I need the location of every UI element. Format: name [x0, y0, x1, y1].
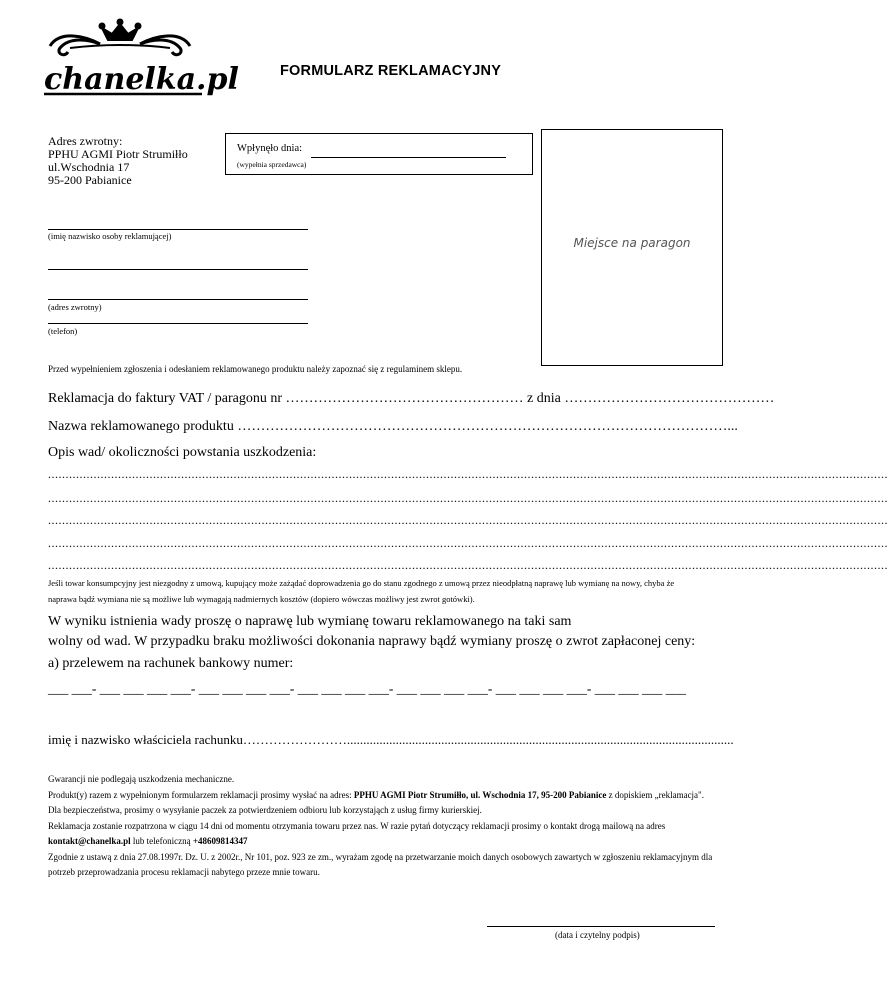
logo — [30, 18, 239, 98]
received-date-field[interactable] — [311, 157, 506, 158]
return-address-label: Adres zwrotny: — [48, 134, 123, 148]
footer-notes — [48, 772, 728, 881]
footer-line-2-text: Produkt(y) razem z wypełnionym formularzem reklamacji prosimy wysłać na adres: — [48, 789, 354, 800]
phone-caption: (telefon) — [48, 326, 78, 336]
return-address-street: ul.Wschodnia 17 — [48, 160, 130, 174]
refund-request — [48, 612, 695, 652]
name-field-2[interactable] — [48, 269, 308, 270]
footer-line-3: Dla bezpieczeństwa, prosimy o wysyłanie paczek za potwierdzeniem odbioru lub korzystająch z usług firmy kurierskiej. — [48, 805, 482, 815]
name-field[interactable] — [48, 229, 308, 230]
consumer-note-line-1: Jeśli towar konsumpcyjny jest niezgodny z umową, kupujący może zażądać doprowadzenia go do stanu zgodnego z umową przez nieodpłatną naprawę lub wymianę na nowy, chyba że — [48, 578, 675, 588]
address-field[interactable] — [48, 299, 308, 300]
footer-phone: +48609814347 — [192, 836, 248, 846]
account-owner-field[interactable]: imię i nazwisko właściciela rachunku……………………....................................................................................................................... — [48, 732, 734, 747]
footer-line-2-suffix: z dopiskiem „reklamacja". — [606, 789, 704, 800]
footer-line-7: potrzeb przeprowadzania procesu reklamacji nabytego przeze mnie towaru. — [48, 867, 320, 877]
bank-account-field[interactable]: ___ ___- ___ ___ ___ ___- ___ ___ ___ ___- ___ ___ ___ ___- ___ ___ ___ ___- ___ ___ ___ ___- ___ ___ ___ ___ — [48, 681, 686, 696]
footer-line-1: Gwarancji nie podlegają uszkodzenia mechaniczne. — [48, 774, 235, 784]
receipt-placeholder-label: Miejsce na paragon — [573, 236, 691, 250]
footer-line-5 — [48, 834, 728, 850]
defect-line-1[interactable]: ................................................................................................................................................................................................................................................ — [48, 467, 888, 481]
signature-field[interactable] — [487, 926, 715, 927]
defect-line-4[interactable]: ................................................................................................................................................................................................................................................ — [48, 536, 888, 550]
address-caption: (adres zwrotny) — [48, 302, 102, 312]
phone-field[interactable] — [48, 323, 308, 324]
refund-request-line-2: wolny od wad. W przypadku braku możliwości dokonania naprawy bądź wymiany proszę o zwrot zapłaconej ceny: — [48, 634, 696, 649]
received-date-box — [225, 133, 533, 175]
defects-heading: Opis wad/ okoliczności powstania uszkodzenia: — [48, 445, 317, 460]
consumer-note-line-2: naprawa bądź wymiana nie są możliwe lub wymagają nadmiernych kosztów (dopiero wówczas możliwy jest zwrot gotówki). — [48, 594, 475, 604]
consumer-note — [48, 575, 728, 607]
intro-text: Przed wypełnieniem zgłoszenia i odesłaniem reklamowanego produktu należy zapoznać się z regulaminem sklepu. — [48, 364, 463, 374]
name-caption: (imię nazwisko osoby reklamującej) — [48, 231, 172, 241]
defect-line-2[interactable]: ................................................................................................................................................................................................................................................ — [48, 491, 888, 505]
signature-caption: (data i czytelny podpis) — [555, 930, 640, 940]
receipt-placeholder-box — [541, 129, 723, 366]
footer-line-4: Reklamacja zostanie rozpatrzona w ciągu 14 dni od momentu otrzymania towaru przez nas. W razie pytań dotyczący reklamacji prosimy o kontakt drogą mailową na adres — [48, 820, 666, 831]
footer-line-5-text: lub telefoniczną — [130, 836, 193, 846]
footer-line-2 — [48, 788, 728, 804]
received-note: (wypełnia sprzedawca) — [237, 160, 307, 169]
defect-line-5[interactable]: ................................................................................................................................................................................................................................................ — [48, 558, 888, 572]
received-label: Wpłynęło dnia: — [237, 143, 303, 154]
footer-line-6: Zgodnie z ustawą z dnia 27.08.1997r. Dz. U. z 2002r., Nr 101, poz. 923 ze zm., wyrażam zgodę na przetwarzanie moich danych osobowych zawartych w zgłoszeniu reklamacyjnym dla — [48, 851, 713, 862]
footer-email[interactable]: kontakt@chanelka.pl — [48, 836, 131, 846]
defect-line-3[interactable]: ................................................................................................................................................................................................................................................ — [48, 513, 888, 527]
product-line[interactable]: Nazwa reklamowanego produktu ……………………………………………………………………………………………... — [48, 419, 738, 434]
logo-text: chanelka.pl — [44, 62, 239, 97]
bank-heading: a) przelewem na rachunek bankowy numer: — [48, 656, 294, 671]
return-address — [48, 135, 188, 187]
refund-request-line-1: W wyniku istnienia wady proszę o naprawę lub wymianę towaru reklamowanego na taki sam — [48, 614, 572, 629]
return-address-city: 95-200 Pabianice — [48, 173, 132, 187]
footer-address: PPHU AGMI Piotr Strumiłło, ul. Wschodnia 17, 95-200 Pabianice — [353, 789, 607, 800]
page-title: FORMULARZ REKLAMACYJNY — [280, 63, 502, 79]
return-address-company: PPHU AGMI Piotr Strumiłło — [48, 147, 188, 161]
invoice-line[interactable]: Reklamacja do faktury VAT / paragonu nr …………………………………………… z dnia ……………………………………… — [48, 391, 775, 406]
